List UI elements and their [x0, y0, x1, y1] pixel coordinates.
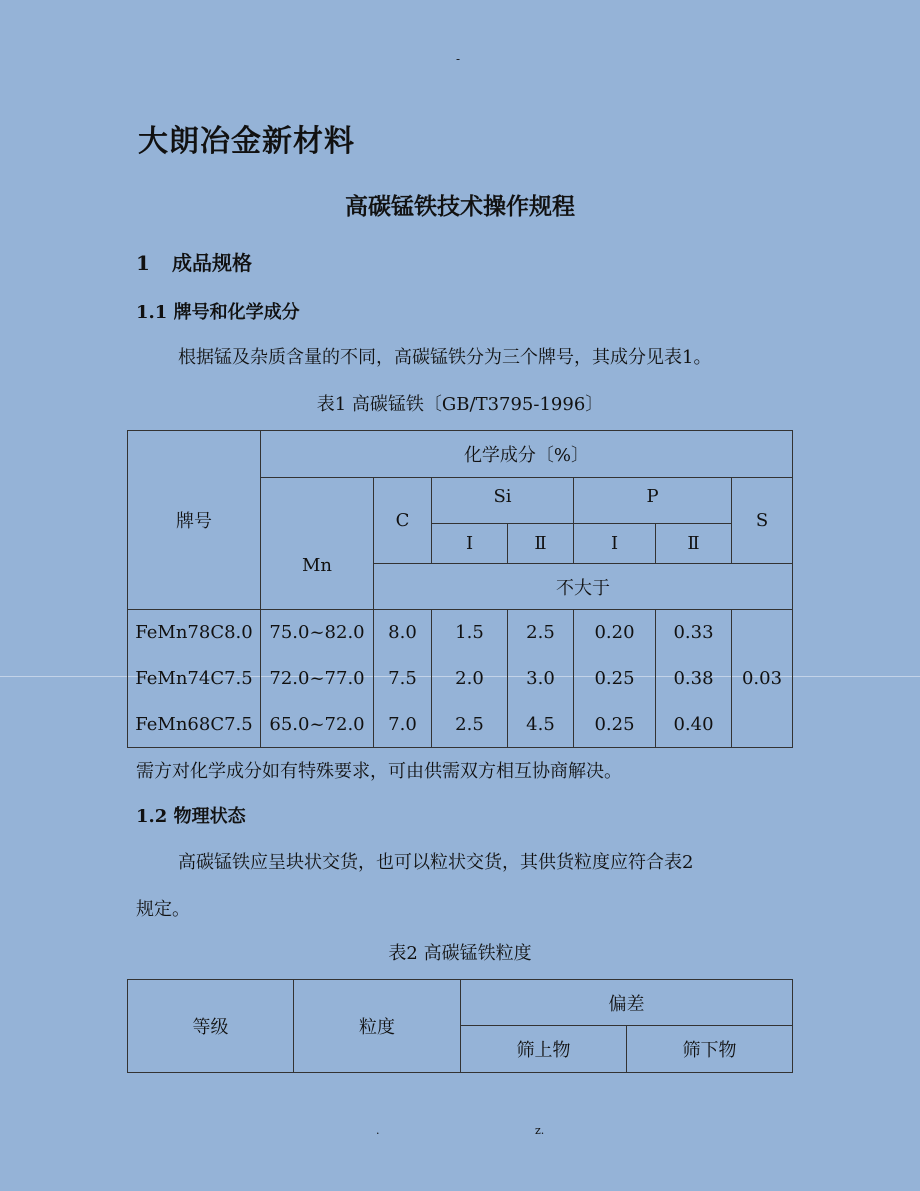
cell-s: 0.03: [732, 610, 793, 748]
header-s: S: [732, 478, 793, 564]
company-name: 大朗冶金新材料: [138, 124, 355, 159]
paragraph-line2: 规定。: [136, 899, 190, 920]
document-title: 高碳锰铁技术操作规程: [345, 193, 575, 220]
header-si-2: Ⅱ: [508, 524, 574, 564]
section-1-1-heading: 1.1 牌号和化学成分: [136, 302, 300, 323]
header-p-1: Ⅰ: [574, 524, 656, 564]
table1-caption: 表1 高碳锰铁〔GB/T3795-1996〕: [316, 394, 604, 415]
table-row: [128, 702, 793, 748]
table1-note: 需方对化学成分如有特殊要求，可由供需双方相互协商解决。: [136, 761, 622, 782]
section-1-heading: [136, 247, 252, 276]
cell-si1: 2.0: [432, 656, 508, 702]
header-max: 不大于: [374, 564, 793, 610]
header-p-2: Ⅱ: [656, 524, 732, 564]
cell-p2: 0.40: [656, 702, 732, 748]
cell-p1: 0.25: [574, 656, 656, 702]
cell-p1: 0.20: [574, 610, 656, 656]
paragraph: 根据锰及杂质含量的不同，高碳锰铁分为三个牌号，其成分见表1。: [178, 347, 712, 368]
header-undersize: 筛下物: [627, 1026, 793, 1073]
header-size: 粒度: [294, 980, 461, 1073]
cell-si2: 3.0: [508, 656, 574, 702]
section-number: 1: [136, 251, 150, 275]
header-grade: 牌号: [128, 431, 261, 610]
section-1-2-heading: 1.2 物理状态: [136, 806, 246, 827]
cell-si2: 4.5: [508, 702, 574, 748]
chemical-composition-table: [127, 430, 793, 748]
table2-caption: 表2 高碳锰铁粒度: [388, 943, 532, 964]
header-mark: -: [456, 52, 461, 66]
footer-left: .: [376, 1124, 380, 1137]
cell-si1: 1.5: [432, 610, 508, 656]
cell-grade: FeMn78C8.0: [128, 610, 261, 656]
header-deviation: 偏差: [461, 980, 793, 1026]
cell-mn: 72.0~77.0: [261, 656, 374, 702]
header-si: Si: [432, 478, 574, 524]
cell-mn: 65.0~72.0: [261, 702, 374, 748]
header-mn: Mn: [261, 478, 374, 610]
cell-p1: 0.25: [574, 702, 656, 748]
header-level: 等级: [128, 980, 294, 1073]
cell-si2: 2.5: [508, 610, 574, 656]
header-si-1: Ⅰ: [432, 524, 508, 564]
header-c: C: [374, 478, 432, 564]
cell-c: 7.0: [374, 702, 432, 748]
header-oversize: 筛上物: [461, 1026, 627, 1073]
footer-right: z.: [535, 1124, 545, 1137]
section-title: 成品规格: [172, 251, 252, 275]
table-row: [128, 610, 793, 656]
table-row: [128, 656, 793, 702]
cell-c: 8.0: [374, 610, 432, 656]
cell-p2: 0.33: [656, 610, 732, 656]
cell-mn: 75.0~82.0: [261, 610, 374, 656]
cell-p2: 0.38: [656, 656, 732, 702]
header-p: P: [574, 478, 732, 524]
particle-size-table: [127, 979, 793, 1073]
cell-grade: FeMn68C7.5: [128, 702, 261, 748]
header-chemical: 化学成分〔%〕: [261, 431, 793, 478]
cell-c: 7.5: [374, 656, 432, 702]
cell-si1: 2.5: [432, 702, 508, 748]
cell-grade: FeMn74C7.5: [128, 656, 261, 702]
paragraph-line1: 高碳锰铁应呈块状交货，也可以粒状交货，其供货粒度应符合表2: [178, 852, 694, 873]
